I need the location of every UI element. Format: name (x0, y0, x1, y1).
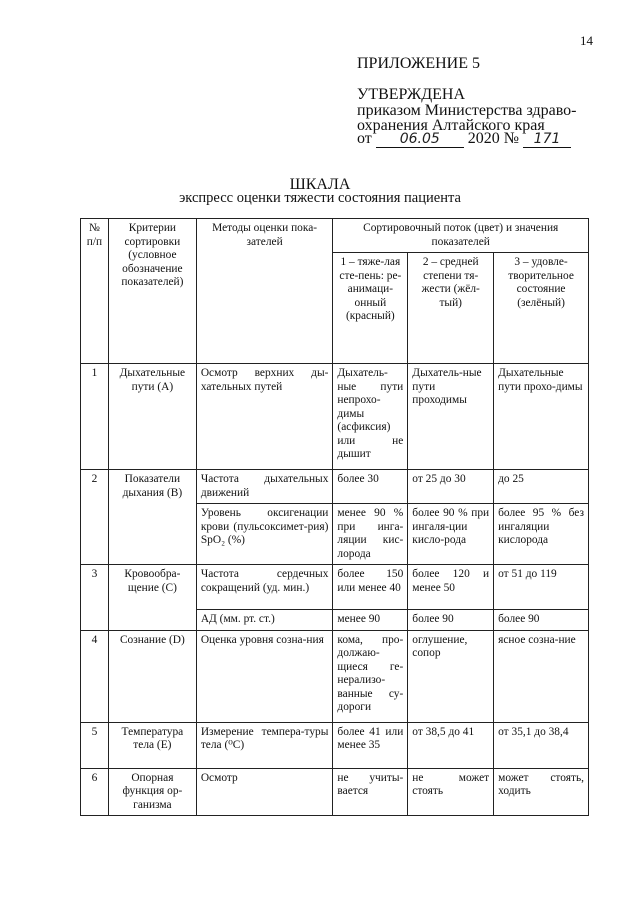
row-value-severity-3: более 90 (494, 610, 589, 631)
row-method: Осмотр верхних ды-хательных путей (196, 364, 333, 470)
row-value-severity-1: Дыхатель-ные пути непрохо-димы (асфиксия) или не дышит (333, 364, 408, 470)
row-num: 6 (81, 768, 109, 816)
row-value-severity-1: более 41 или менее 35 (333, 722, 408, 768)
order-line-1: приказом Министерства здраво- (357, 102, 577, 119)
row-criteria: Температура тела (Е) (108, 722, 196, 768)
row-value-severity-3: более 95 % без ингаляции кислорода (494, 504, 589, 565)
row-value-severity-2: Дыхатель-ные пути проходимы (408, 364, 494, 470)
from-label: от (357, 130, 372, 147)
row-criteria: Кровообра-щение (С) (108, 565, 196, 631)
row-value-severity-3: ясное созна-ние (494, 630, 589, 722)
header-severity-1: 1 – тяже-лая сте-пень: ре-анимаци-онный (красный) (333, 253, 408, 364)
row-value-severity-1: более 150 или менее 40 (333, 565, 408, 610)
header-num: № п/п (81, 219, 109, 364)
table-row (81, 565, 589, 610)
row-method: Уровень оксигенации крови (пульсоксимет-рия) SpO₂ (%) (196, 504, 333, 565)
table-row (81, 364, 589, 470)
document-title: ШКАЛА (289, 176, 351, 193)
row-value-severity-2: более 120 и менее 50 (408, 565, 494, 610)
row-num: 5 (81, 722, 109, 768)
row-value-severity-2: более 90 (408, 610, 494, 631)
order-date-line (357, 131, 587, 148)
row-method: АД (мм. рт. ст.) (196, 610, 333, 631)
row-method: Частота сердечных сокращений (уд. мин.) (196, 565, 333, 610)
table-header-row (81, 219, 589, 253)
row-num: 4 (81, 630, 109, 722)
row-value-severity-1: не учиты-вается (333, 768, 408, 816)
row-method: Измерение темпера-туры тела (⁰С) (196, 722, 333, 768)
row-value-severity-2: не может стоять (408, 768, 494, 816)
row-num: 3 (81, 565, 109, 631)
table-row (81, 768, 589, 816)
row-criteria: Дыхательные пути (А) (108, 364, 196, 470)
row-value-severity-3: от 35,1 до 38,4 (494, 722, 589, 768)
order-line-2: охранения Алтайского края (357, 117, 545, 134)
handwritten-date: 06.05 (376, 131, 464, 148)
row-criteria: Показатели дыхания (В) (108, 470, 196, 565)
approved-heading: УТВЕРЖДЕНА (357, 86, 466, 103)
appendix-heading: ПРИЛОЖЕНИЕ 5 (357, 55, 481, 72)
table-row (81, 470, 589, 504)
year-number-label: 2020 № (467, 130, 520, 147)
row-value-severity-3: может стоять, ходить (494, 768, 589, 816)
row-num: 1 (81, 364, 109, 470)
triage-scale-table (80, 218, 589, 816)
row-value-severity-1: более 30 (333, 470, 408, 504)
row-criteria: Опорная функция ор-ганизма (108, 768, 196, 816)
row-value-severity-3: от 51 до 119 (494, 565, 589, 610)
row-num: 2 (81, 470, 109, 565)
header-severity-2: 2 – средней степени тя-жести (жёл-тый) (408, 253, 494, 364)
row-method: Осмотр (196, 768, 333, 816)
header-flow: Сортировочный поток (цвет) и значения показателей (333, 219, 589, 253)
header-methods: Методы оценки пока-зателей (196, 219, 333, 364)
table-row (81, 630, 589, 722)
row-method: Оценка уровня созна-ния (196, 630, 333, 722)
row-value-severity-3: до 25 (494, 470, 589, 504)
table-row (81, 722, 589, 768)
handwritten-number: 171 (523, 131, 571, 148)
page-number: 14 (580, 33, 593, 48)
document-subtitle: экспресс оценки тяжести состояния пациента (179, 190, 461, 206)
row-method: Частота дыхательных движений (196, 470, 333, 504)
row-criteria: Сознание (D) (108, 630, 196, 722)
row-value-severity-1: менее 90 (333, 610, 408, 631)
header-severity-3: 3 – удовле-творительное состояние (зелёный) (494, 253, 589, 364)
row-value-severity-1: кома, про-должаю-щиеся ге-нерализо-ванные су-дороги (333, 630, 408, 722)
row-value-severity-2: от 38,5 до 41 (408, 722, 494, 768)
row-value-severity-2: оглушение, сопор (408, 630, 494, 722)
row-value-severity-3: Дыхательные пути прохо-димы (494, 364, 589, 470)
row-value-severity-2: от 25 до 30 (408, 470, 494, 504)
row-value-severity-2: более 90 % при ингаля-ции кисло-рода (408, 504, 494, 565)
header-criteria: Критерии сортировки (условное обозначение показателей) (108, 219, 196, 364)
row-value-severity-1: менее 90 % при инга-ляции кис-лорода (333, 504, 408, 565)
